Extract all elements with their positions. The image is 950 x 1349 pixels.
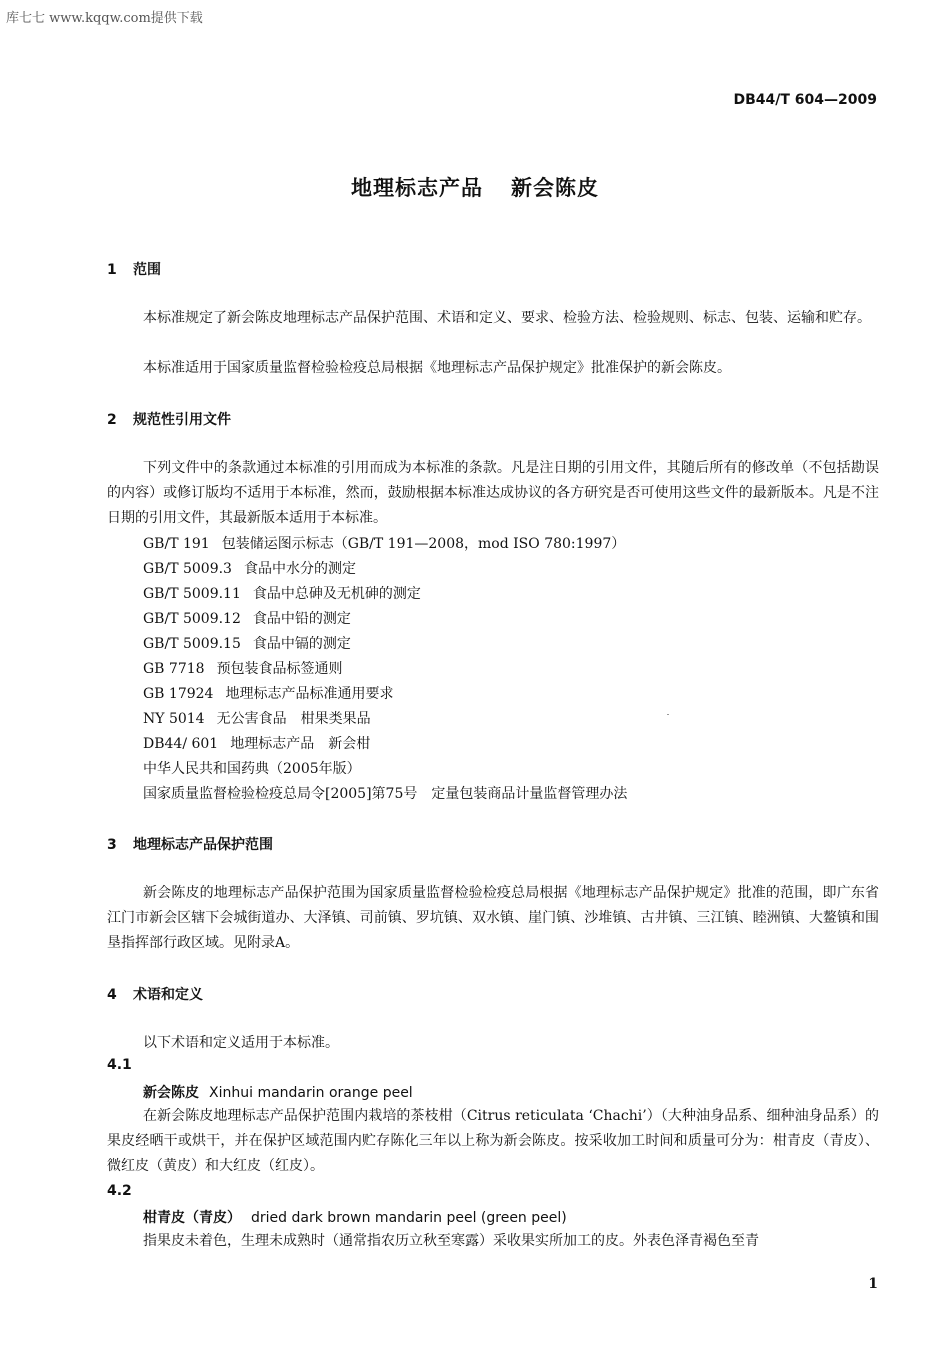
reference-code: GB/T 5009.12: [143, 611, 241, 627]
reference-code: DB44/ 601: [143, 736, 219, 752]
reference-item: [143, 608, 351, 628]
reference-title: 包装储运图示标志（GB/T 191—2008，mod ISO 780:1997）: [221, 536, 626, 552]
reference-code: GB/T 191: [143, 536, 210, 552]
reference-item: [143, 708, 371, 728]
section-number: 1: [107, 262, 117, 278]
reference-item: [143, 533, 625, 553]
section-title: 地理标志产品保护范围: [133, 837, 273, 853]
term-4-1-definition: 在新会陈皮地理标志产品保护范围内栽培的茶枝柑（Citrus reticulata ‘Chachi’）（大种油身品系、细种油身品系）的果皮经晒干或烘干，并在保护区域范围内贮存陈化三年以上称为新会陈皮。按采收加工时间和质量可分为：柑青皮（青皮）、微红皮（黄皮）和大红皮（红皮）。: [107, 1108, 879, 1174]
reference-code: GB 7718: [143, 661, 205, 677]
section-3-heading: [107, 834, 273, 854]
reference-title: 地理标志产品 新会柑: [230, 736, 371, 752]
term-chinese: 新会陈皮: [143, 1085, 199, 1101]
scan-speck: [667, 714, 669, 715]
reference-code: GB 17924: [143, 686, 214, 702]
reference-title: 食品中总砷及无机砷的测定: [252, 586, 421, 602]
section-2-heading: [107, 409, 231, 429]
term-english: Xinhui mandarin orange peel: [209, 1085, 413, 1101]
clause-4-1-number: 4.1: [107, 1057, 132, 1073]
standard-code: DB44/T 604—2009: [733, 92, 877, 108]
reference-item: 国家质量监督检验检疫总局令[2005]第75号 定量包装商品计量监督管理办法: [143, 786, 628, 802]
reference-item: [143, 558, 356, 578]
section-1-paragraph-2: 本标准适用于国家质量监督检验检疫总局根据《地理标志产品保护规定》批准保护的新会陈皮。: [143, 360, 731, 376]
reference-title: 无公害食品 柑果类果品: [216, 711, 371, 727]
section-number: 4: [107, 987, 117, 1003]
reference-item: [143, 683, 393, 703]
term-english: dried dark brown mandarin peel (green peel): [251, 1210, 567, 1226]
section-4-intro: 以下术语和定义适用于本标准。: [143, 1035, 339, 1051]
reference-item: [143, 733, 370, 753]
reference-item: [143, 658, 343, 678]
reference-title: 预包装食品标签通则: [216, 661, 343, 677]
section-4-heading: [107, 984, 203, 1004]
term-chinese: 柑青皮（青皮）: [143, 1210, 241, 1226]
term-4-2-definition: 指果皮未着色，生理未成熟时（通常指农历立秋至寒露）采收果实所加工的皮。外表色泽青褐色至青: [143, 1233, 759, 1249]
reference-item: 中华人民共和国药典（2005年版）: [143, 761, 361, 777]
section-title: 术语和定义: [133, 987, 203, 1003]
reference-title: 食品中水分的测定: [243, 561, 356, 577]
clause-4-2-number: 4.2: [107, 1183, 132, 1199]
reference-title: 食品中铅的测定: [252, 611, 351, 627]
title-part-2: 新会陈皮: [511, 176, 599, 200]
title-part-1: 地理标志产品: [351, 176, 483, 200]
section-number: 2: [107, 412, 117, 428]
page-number: 1: [868, 1276, 878, 1292]
reference-code: GB/T 5009.3: [143, 561, 232, 577]
term-4-1: [143, 1082, 413, 1102]
section-number: 3: [107, 837, 117, 853]
section-1-heading: [107, 259, 161, 279]
section-1-paragraph-1: 本标准规定了新会陈皮地理标志产品保护范围、术语和定义、要求、检验方法、检验规则、标志、包装、运输和贮存。: [143, 310, 871, 326]
watermark: 库七七 www.kqqw.com提供下载: [6, 11, 203, 26]
reference-title: 食品中镉的测定: [252, 636, 351, 652]
section-3-paragraph: 新会陈皮的地理标志产品保护范围为国家质量监督检验检疫总局根据《地理标志产品保护规定》批准的范围，即广东省江门市新会区辖下会城街道办、大泽镇、司前镇、罗坑镇、双水镇、崖门镇、沙堆镇、古井镇、三江镇、睦洲镇、大鳌镇和围垦指挥部行政区域。见附录A。: [107, 885, 879, 951]
reference-title: 地理标志产品标准通用要求: [225, 686, 394, 702]
term-4-2: [143, 1207, 567, 1227]
reference-item: [143, 583, 421, 603]
section-title: 规范性引用文件: [133, 412, 231, 428]
section-2-paragraph: 下列文件中的条款通过本标准的引用而成为本标准的条款。凡是注日期的引用文件，其随后所有的修改单（不包括勘误的内容）或修订版均不适用于本标准，然而，鼓励根据本标准达成协议的各方研究是否可使用这些文件的最新版本。凡是不注日期的引用文件，其最新版本适用于本标准。: [107, 460, 879, 526]
reference-code: GB/T 5009.11: [143, 586, 241, 602]
reference-code: GB/T 5009.15: [143, 636, 241, 652]
section-title: 范围: [133, 262, 161, 278]
reference-code: NY 5014: [143, 711, 205, 727]
document-title: [0, 172, 950, 202]
reference-item: [143, 633, 351, 653]
